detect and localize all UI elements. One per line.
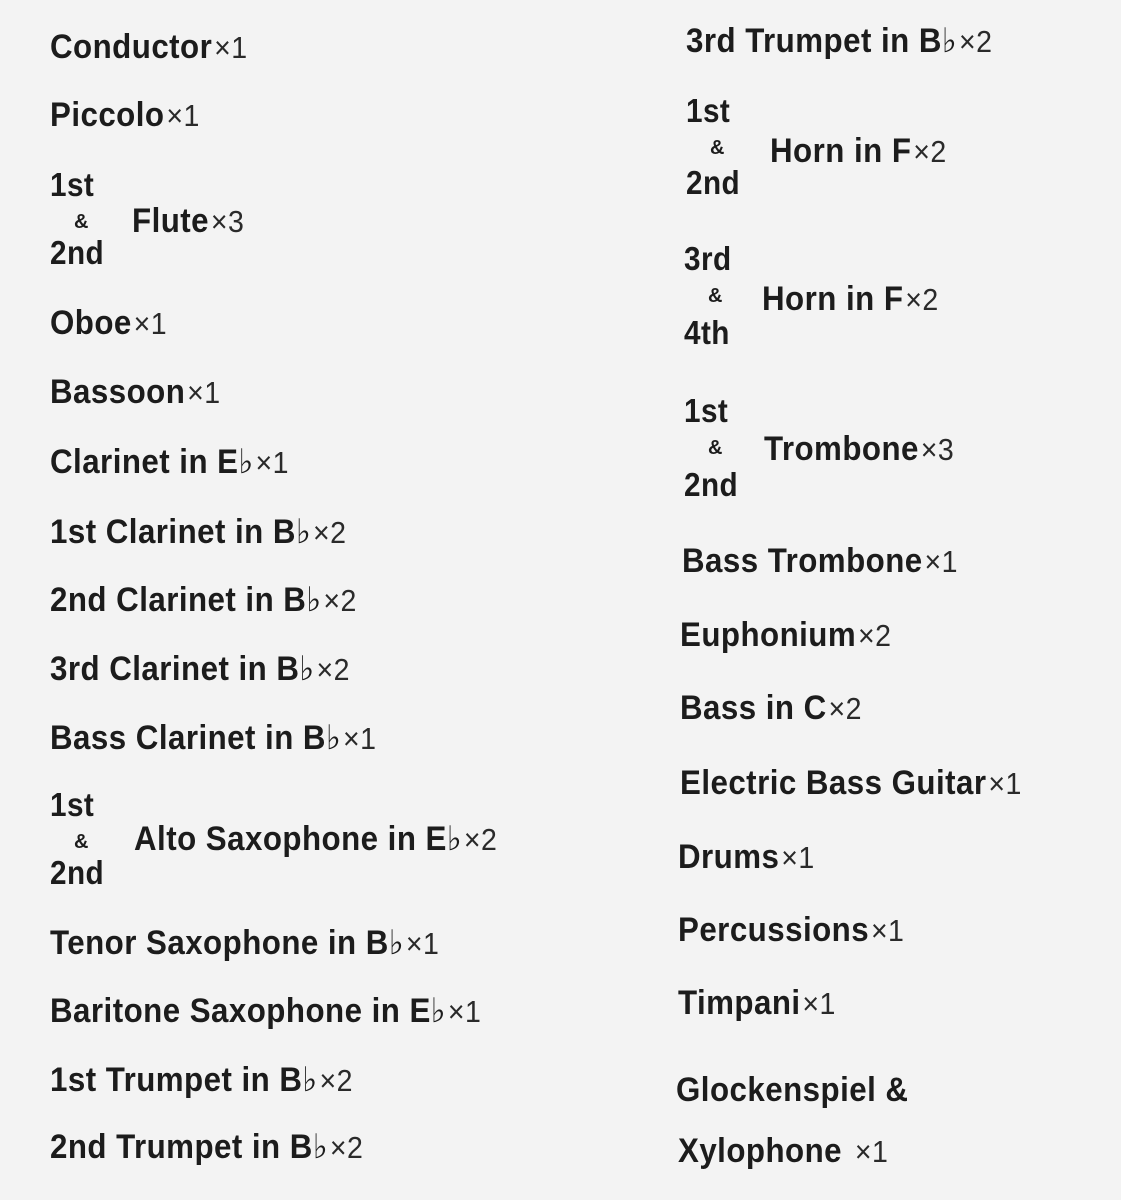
part-ampersand: & (710, 137, 725, 159)
instrument-conductor (50, 30, 248, 64)
instrument-count: ×1 (255, 445, 289, 480)
instrument-name: Clarinet in E♭ (50, 443, 254, 481)
part-second: 2nd (686, 164, 741, 201)
instrument-piccolo (50, 98, 200, 132)
instrument-count: ×1 (924, 544, 958, 579)
instrument-count: ×2 (316, 652, 350, 687)
instrument-horn-34 (684, 242, 1014, 352)
instrument-bass-clarinet (50, 721, 376, 755)
instrument-bassoon (50, 375, 221, 409)
instrument-name: Trombone (764, 430, 919, 468)
part-first: 3rd (684, 240, 732, 277)
instrument-count: ×1 (781, 840, 815, 875)
part-first: 1st (684, 392, 729, 429)
instrument-name: 3rd Trumpet in B♭ (686, 22, 958, 60)
instrument-name: Percussions (678, 911, 870, 949)
instrument-bass-trombone (682, 544, 958, 578)
instrument-electric-bass (680, 766, 1022, 800)
instrument-count: ×2 (463, 822, 498, 857)
instrument-name: Baritone Saxophone in E♭ (50, 992, 447, 1030)
part-first: 1st (686, 92, 731, 129)
instrument-drums (678, 840, 815, 874)
part-first: 1st (50, 786, 95, 823)
instrument-count: ×2 (913, 134, 947, 169)
instrument-count: ×1 (187, 375, 221, 410)
instrument-clarinet-eb (50, 445, 289, 479)
instrument-count: ×1 (166, 98, 200, 133)
instrument-count: ×1 (133, 306, 168, 341)
instrument-count: ×1 (802, 986, 836, 1021)
instrument-count: ×2 (329, 1130, 364, 1165)
instrument-name: Euphonium (680, 616, 857, 654)
instrument-name: Timpani (678, 984, 801, 1022)
instrument-percussions (678, 913, 904, 947)
instrument-trumpet-3 (686, 24, 992, 58)
instrument-name: Bassoon (50, 373, 186, 411)
instrument-count: ×1 (988, 766, 1022, 801)
instrument-euphonium (680, 618, 891, 652)
instrument-baritone-sax (50, 994, 481, 1028)
instrument-trumpet-2 (50, 1130, 363, 1164)
instrument-xylophone (678, 1134, 888, 1168)
instrument-count: ×2 (323, 583, 357, 618)
instrument-name: Bass Trombone (682, 542, 923, 580)
instrument-glockenspiel (676, 1073, 908, 1107)
instrument-name: Piccolo (50, 96, 165, 134)
instrument-name: 2nd Clarinet in B♭ (50, 581, 322, 619)
part-first: 1st (50, 166, 95, 203)
instrument-count: ×2 (857, 618, 892, 653)
instrument-count: ×3 (920, 432, 955, 467)
instrument-timpani (678, 986, 836, 1020)
instrument-count: ×1 (447, 994, 482, 1029)
part-second: 2nd (50, 234, 105, 271)
instrument-horn-12 (686, 94, 1016, 204)
instrument-name: Horn in F (762, 280, 904, 318)
instrument-bass-c (680, 691, 862, 725)
instrument-count: ×2 (319, 1063, 353, 1098)
instrument-name: Tenor Saxophone in B♭ (50, 924, 405, 962)
instrument-count: ×1 (405, 926, 440, 961)
instrument-clarinet-2 (50, 583, 357, 617)
instrument-name: Glockenspiel & (676, 1071, 909, 1109)
instrument-trumpet-1 (50, 1063, 353, 1097)
instrument-name: Bass in C (680, 689, 827, 727)
instrument-count: ×3 (210, 204, 245, 239)
instrument-count: ×1 (214, 30, 248, 65)
part-second: 4th (684, 314, 730, 351)
instrument-name: Drums (678, 838, 780, 876)
part-second: 2nd (50, 854, 105, 891)
instrument-name: 2nd Trumpet in B♭ (50, 1128, 329, 1166)
part-ampersand: & (708, 285, 723, 307)
part-ampersand: & (74, 831, 89, 853)
instrument-count: ×2 (958, 24, 993, 59)
part-ampersand: & (708, 437, 723, 459)
instrument-name: Xylophone (678, 1132, 843, 1170)
instrument-clarinet-1 (50, 515, 346, 549)
instrument-count: ×1 (854, 1134, 889, 1169)
instrument-count: ×1 (870, 913, 905, 948)
instrument-name: 1st Trumpet in B♭ (50, 1061, 318, 1099)
instrument-name: Conductor (50, 28, 213, 66)
instrument-name: Alto Saxophone in E♭ (134, 820, 463, 858)
instrument-alto-sax (50, 788, 590, 898)
part-second: 2nd (684, 466, 739, 503)
instrument-name: Electric Bass Guitar (680, 764, 987, 802)
instrument-count: ×2 (905, 282, 939, 317)
instrument-flute (50, 168, 370, 278)
instrument-name: 3rd Clarinet in B♭ (50, 650, 315, 688)
instrument-oboe (50, 306, 167, 340)
instrument-count: ×2 (828, 691, 862, 726)
instrument-trombone (684, 394, 1014, 504)
instrument-count: ×2 (313, 515, 347, 550)
instrument-name: Horn in F (770, 132, 912, 170)
instrument-name: Bass Clarinet in B♭ (50, 719, 342, 757)
instrument-tenor-sax (50, 926, 439, 960)
instrument-clarinet-3 (50, 652, 350, 686)
instrument-name: Oboe (50, 304, 132, 342)
instrument-count: ×1 (343, 721, 377, 756)
part-ampersand: & (74, 211, 89, 233)
instrument-name: 1st Clarinet in B♭ (50, 513, 312, 551)
instrument-name: Flute (132, 202, 210, 240)
